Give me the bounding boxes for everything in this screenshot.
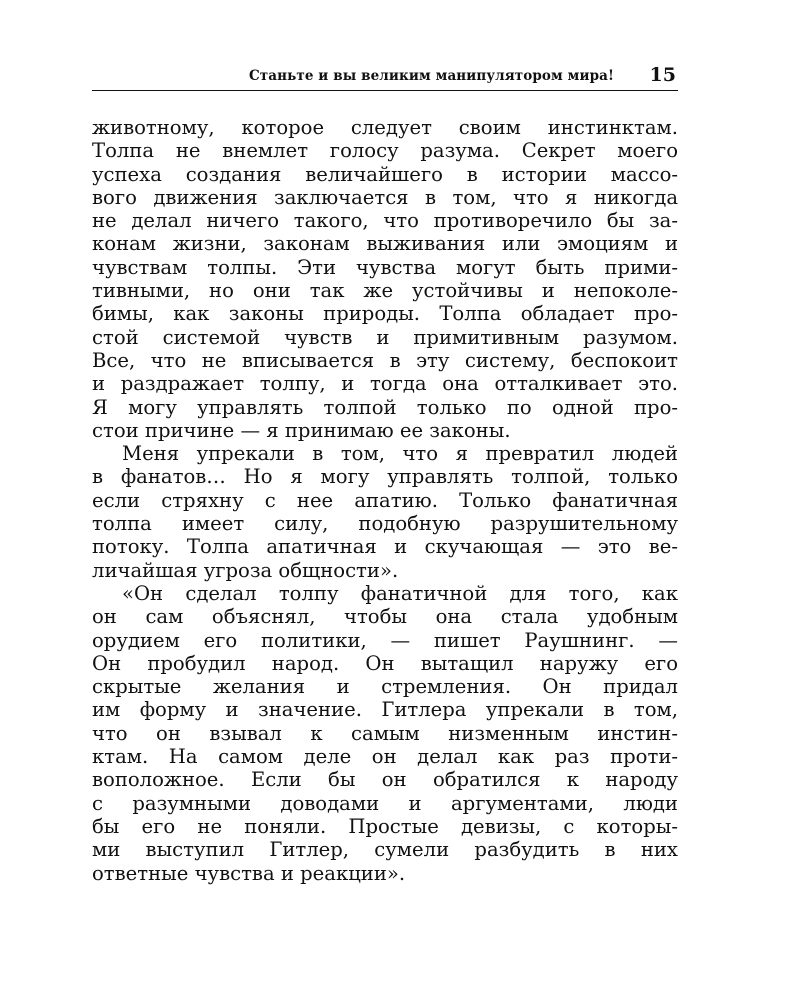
text-line: толпа имеет силу, подобную разрушительному xyxy=(92,512,678,536)
text-line: Толпа не внемлет голосу разума. Секрет моего xyxy=(92,139,678,163)
text-line: орудием его политики, — пишет Раушнинг. — xyxy=(92,628,678,652)
text-line: ктам. На самом деле он делал как раз проти- xyxy=(92,745,678,769)
text-line: в фанатов… Но я могу управлять толпой, только xyxy=(92,465,678,489)
text-line: личайшая угроза общности». xyxy=(92,558,399,582)
text-line: Меня упрекали в том, что я превратил людей xyxy=(122,442,678,466)
text-line: вого движения заключается в том, что я никогда xyxy=(92,185,678,209)
text-line: что он взывал к самым низменным инстин- xyxy=(92,721,678,745)
text-line: потоку. Толпа апатичная и скучающая — это ве- xyxy=(92,535,678,559)
text-line: если стряхну с нее апатию. Только фанатичная xyxy=(92,488,678,512)
text-line: бы его не поняли. Простые девизы, с которы- xyxy=(92,814,678,838)
text-line: стой системой чувств и примитивным разумом. xyxy=(92,325,678,349)
text-line: не делал ничего такого, что противоречило бы за- xyxy=(92,209,678,233)
body-text xyxy=(92,116,678,885)
header-rule xyxy=(92,90,678,91)
text-line: с разумными доводами и аргументами, люди xyxy=(92,791,678,815)
text-line: Все, что не вписывается в эту систему, беспокоит xyxy=(92,348,678,372)
text-line: конам жизни, законам выживания или эмоциям и xyxy=(92,232,678,256)
text-line: и раздражает толпу, и тогда она отталкивает это. xyxy=(92,372,678,396)
running-head xyxy=(92,64,678,90)
text-line: животному, которое следует своим инстинктам. xyxy=(92,116,678,139)
page-number: 15 xyxy=(649,64,676,86)
text-line: скрытые желания и стремления. Он придал xyxy=(92,675,678,699)
text-line: бимы, как законы природы. Толпа обладает про- xyxy=(92,302,678,326)
running-title: Станьте и вы великим манипулятором мира! xyxy=(248,68,614,84)
text-line: ответные чувства и реакции». xyxy=(92,861,406,885)
text-line: Я могу управлять толпой только по одной про- xyxy=(92,395,678,419)
text-line: тивными, но они так же устойчивы и непоколе- xyxy=(92,279,678,303)
text-line: стои причине — я принимаю ее законы. xyxy=(92,418,511,442)
text-line: чувствам толпы. Эти чувства могут быть прими- xyxy=(92,255,678,279)
text-line: Он пробудил народ. Он вытащил наружу его xyxy=(92,651,678,675)
text-line: «Он сделал толпу фанатичной для того, как xyxy=(122,581,678,605)
text-line: им форму и значение. Гитлера упрекали в том, xyxy=(92,698,678,722)
text-line: успеха создания величайшего в истории массо- xyxy=(92,162,678,186)
text-line: воположное. Если бы он обратился к народу xyxy=(92,768,678,792)
text-line: ми выступил Гитлер, сумели разбудить в них xyxy=(92,838,678,862)
text-line: он сам объяснял, чтобы она стала удобным xyxy=(92,605,678,629)
